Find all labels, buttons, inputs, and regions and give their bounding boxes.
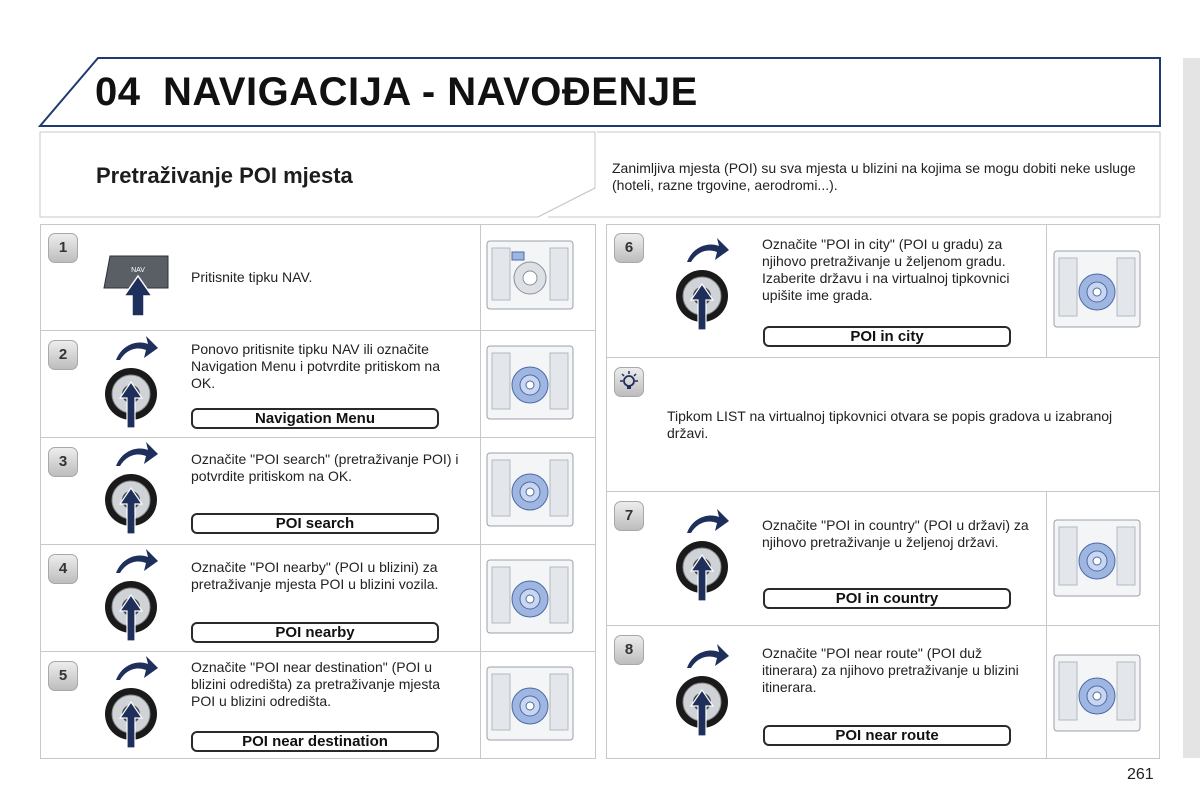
rotary-knob-icon <box>98 652 164 752</box>
step-badge: 1 <box>48 233 78 263</box>
chapter-number: 04 <box>95 70 141 114</box>
step-text: Označite "POI search" (pretraživanje POI) i potvrdite pritiskom na OK. <box>191 451 459 484</box>
step-text: Označite "POI near destination" (POI u blizini odredišta) za pretraživanje mjesta POI u blizini odredišta. <box>191 659 440 709</box>
lightbulb-icon <box>615 368 643 396</box>
step-badge: 6 <box>614 233 644 263</box>
step-badge: 7 <box>614 501 644 531</box>
step-text: Označite "POI near route" (POI duž itinerara) za njihovo pretraživanje u blizini itinerara. <box>762 645 1019 695</box>
control-panel-thumbnail <box>486 345 574 420</box>
control-panel-thumbnail <box>1053 519 1141 597</box>
menu-label-navigation-menu: Navigation Menu <box>191 408 439 429</box>
step-badge: 2 <box>48 340 78 370</box>
nav-key-label: NAV <box>131 267 145 274</box>
chapter-title: NAVIGACIJA - NAVOĐENJE <box>163 70 698 114</box>
rotary-knob-icon <box>98 545 164 645</box>
intro-description: Zanimljiva mjesta (POI) su sva mjesta u blizini na kojima se mogu dobiti neke usluge (hoteli, razne trgovine, aerodromi...). <box>612 160 1136 193</box>
control-panel-thumbnail <box>486 559 574 634</box>
control-panel-thumbnail <box>486 666 574 741</box>
rotary-knob-icon <box>669 234 735 334</box>
rotary-knob-icon <box>669 640 735 740</box>
step-text: Označite "POI nearby" (POI u blizini) za pretraživanje mjesta POI u blizini vozila. <box>191 559 439 592</box>
control-panel-thumbnail <box>1053 250 1141 328</box>
rotary-knob-icon <box>98 438 164 538</box>
rotary-knob-icon <box>98 332 164 432</box>
control-panel-thumbnail <box>486 452 574 527</box>
step-text: Označite "POI in country" (POI u državi) za njihovo pretraživanje u željenoj državi. <box>762 517 1029 550</box>
step-text: Označite "POI in city" (POI u gradu) za njihovo pretraživanje u željenom gradu. Izaberite državu i na virtualnoj tipkovnici upišite ime grada. <box>762 236 1010 303</box>
step-badge: 5 <box>48 661 78 691</box>
menu-label-poi-near-route: POI near route <box>763 725 1011 746</box>
menu-label-poi-near-destination: POI near destination <box>191 731 439 752</box>
control-panel-thumbnail <box>1053 654 1141 732</box>
step-text: Ponovo pritisnite tipku NAV ili označite Navigation Menu i potvrdite pritiskom na OK. <box>191 341 441 391</box>
nav-key-icon <box>100 248 180 320</box>
menu-label-poi-in-country: POI in country <box>763 588 1011 609</box>
section-title: Pretraživanje POI mjesta <box>96 163 353 188</box>
page-number: 261 <box>1127 766 1154 783</box>
page-edge-strip <box>1183 58 1200 758</box>
step-badge: 3 <box>48 447 78 477</box>
step-text: Pritisnite tipku NAV. <box>191 269 313 285</box>
tip-badge <box>614 367 644 397</box>
tip-text: Tipkom LIST na virtualnoj tipkovnici otvara se popis gradova u izabranoj državi. <box>667 408 1113 441</box>
control-panel-thumbnail <box>486 240 574 310</box>
menu-label-poi-nearby: POI nearby <box>191 622 439 643</box>
menu-label-poi-in-city: POI in city <box>763 326 1011 347</box>
step-badge: 8 <box>614 635 644 665</box>
rotary-knob-icon <box>669 505 735 605</box>
menu-label-poi-search: POI search <box>191 513 439 534</box>
step-badge: 4 <box>48 554 78 584</box>
